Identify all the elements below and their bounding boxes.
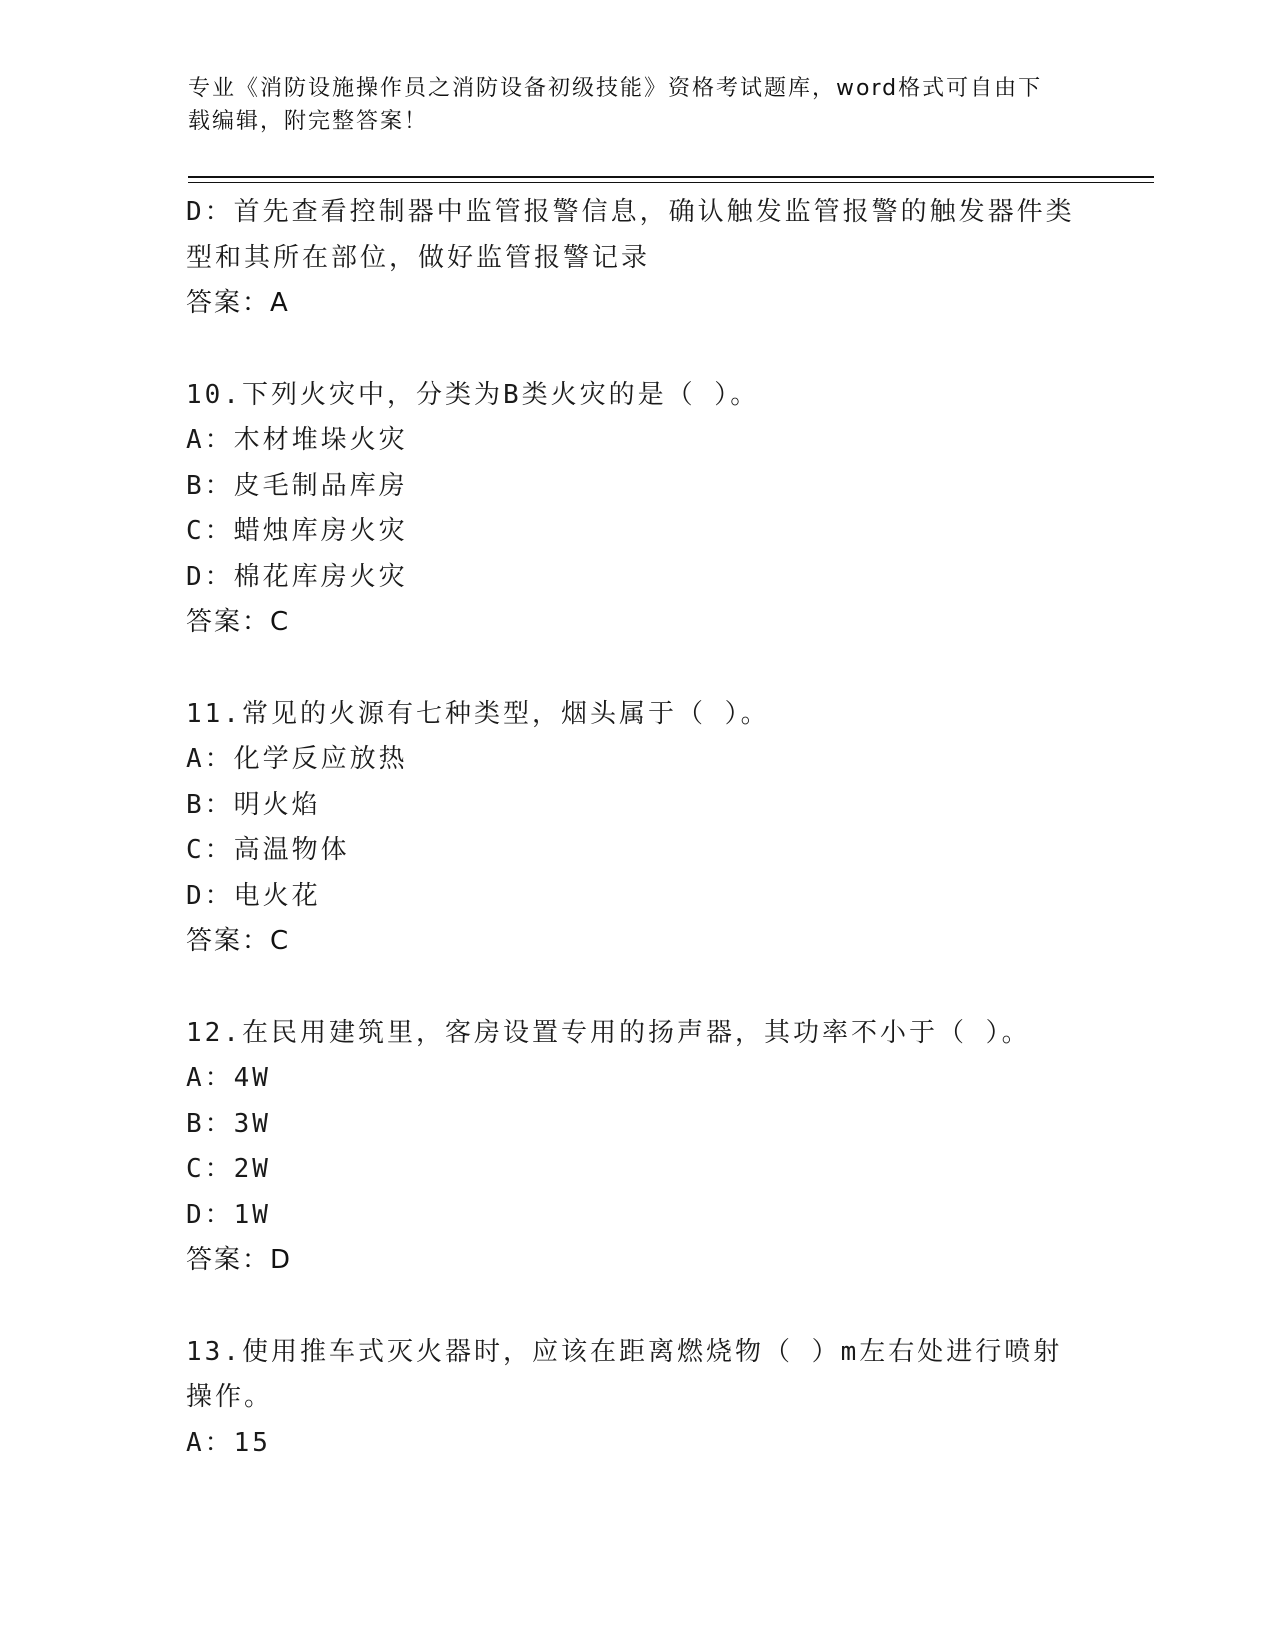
spacer xyxy=(186,965,1086,1011)
option-c: C：蜡烛库房火灾 xyxy=(186,516,408,546)
spacer xyxy=(186,1284,1086,1330)
question-list xyxy=(186,190,1086,1466)
option-a: A：4W xyxy=(186,1063,271,1093)
question-stem: 10.下列火灾中，分类为B类火灾的是（ ）。 xyxy=(186,379,760,410)
previous-question-tail xyxy=(186,190,1086,327)
header-divider-thick xyxy=(188,176,1154,178)
spacer xyxy=(186,646,1086,692)
question-stem-line-1: 13.使用推车式灭火器时，应该在距离燃烧物（ ）m左右处进行喷射 xyxy=(186,1336,1063,1367)
option-d-line-2: 型和其所在部位，做好监管报警记录 xyxy=(186,242,651,273)
answer-label: 答案：C xyxy=(186,926,291,956)
option-b: B：皮毛制品库房 xyxy=(186,470,408,501)
header-line-1: 专业《消防设施操作员之消防设备初级技能》资格考试题库，word格式可自由下 xyxy=(188,76,1043,101)
question-10 xyxy=(186,373,1086,646)
option-d: D：1W xyxy=(186,1199,271,1230)
header-line-2: 载编辑，附完整答案！ xyxy=(188,109,429,134)
option-a: A：木材堆垛火灾 xyxy=(186,425,408,455)
question-stem: 11.常见的火源有七种类型，烟头属于（ ）。 xyxy=(186,698,770,729)
option-a: A：15 xyxy=(186,1427,271,1458)
option-b: B：明火焰 xyxy=(186,789,321,820)
option-d: D：棉花库房火灾 xyxy=(186,561,408,592)
option-d: D：电火花 xyxy=(186,880,321,911)
document-header xyxy=(188,72,1068,138)
question-12 xyxy=(186,1011,1086,1284)
question-stem-line-2: 操作。 xyxy=(186,1382,274,1412)
spacer xyxy=(186,327,1086,373)
option-a: A：化学反应放热 xyxy=(186,744,408,774)
option-b: B：3W xyxy=(186,1108,271,1139)
option-c: C：高温物体 xyxy=(186,835,350,865)
answer-label: 答案：D xyxy=(186,1245,293,1275)
question-stem: 12.在民用建筑里，客房设置专用的扬声器，其功率不小于（ ）。 xyxy=(186,1017,1031,1048)
question-11 xyxy=(186,692,1086,965)
question-13 xyxy=(186,1330,1086,1467)
answer-label: 答案：C xyxy=(186,607,291,637)
option-d-line-1: D：首先查看控制器中监管报警信息，确认触发监管报警的触发器件类 xyxy=(186,197,1075,227)
option-c: C：2W xyxy=(186,1154,271,1184)
answer-label: 答案：A xyxy=(186,288,290,318)
header-divider-thin xyxy=(188,182,1154,183)
